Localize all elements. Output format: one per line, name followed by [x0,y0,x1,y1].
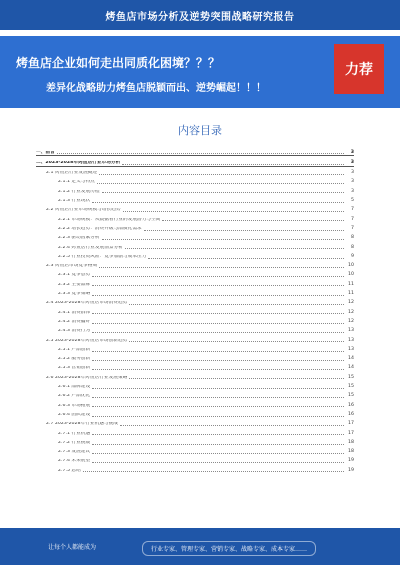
toc-entry-text: 2.5.1 产品创新 [58,347,91,352]
toc-entry-text: 2.7.4 未来展望 [58,459,91,464]
toc-entry-text: 2.4.3 消费行为 [58,329,91,334]
toc-entry [36,455,354,464]
toc-entry-text: 2.4.2 消费偏好 [58,319,91,324]
table-of-contents [36,146,354,518]
toc-entry-text: 2.2.3 驱动因素分析 [58,236,100,241]
toc-entry [36,176,354,185]
toc-entry-page: 12 [348,309,354,315]
toc-entry-text: 2.3.2 主要品牌 [58,282,91,287]
toc-entry-page: 16 [348,402,354,408]
toc-entry-page: 5 [351,198,354,204]
toc-entry [36,371,354,380]
toc-leader-dots [129,378,344,379]
toc-entry-page: 12 [348,300,354,306]
toc-entry-text: 2.6.2 产品优化 [58,394,91,399]
toc-leader-dots [92,369,344,370]
toc-entry-page: 7 [351,216,354,222]
toc-leader-dots [92,285,344,286]
footer-tagline: 让每个人都能成为 [48,544,97,551]
toc-entry-text: 二、2023-2028年烤鱼店行业市场分析 [36,160,121,165]
toc-entry-page: 17 [348,421,354,427]
toc-leader-dots [125,248,344,249]
toc-leader-dots [57,153,344,154]
toc-entry [36,380,354,389]
toc-entry [36,343,354,352]
toc-entry-page: 12 [348,318,354,324]
toc-leader-dots [120,425,344,426]
toc-leader-dots [83,471,344,472]
toc-leader-dots [144,230,344,231]
toc-entry-page: 3 [350,149,354,155]
toc-entry [36,297,354,306]
toc-entry-page: 15 [348,384,354,390]
toc-entry [36,156,354,166]
toc-entry [36,260,354,269]
toc-entry-text: 2.1.1 定义与特点 [58,180,95,185]
toc-leader-dots [162,220,344,221]
toc-leader-dots [92,323,344,324]
toc-entry-page: 13 [348,337,354,343]
banner-headline: 烤鱼店企业如何走出同质化困境？？？ [16,56,221,70]
toc-leader-dots [122,164,344,165]
toc-entry [36,185,354,194]
toc-entry-page: 8 [351,244,354,250]
toc-leader-dots [92,351,344,352]
toc-entry-text: 2.2.4 烤鱼店行业发展前景分析 [58,245,123,250]
toc-entry-text: 2.5.2 服务创新 [58,357,91,362]
toc-entry-page: 3 [351,170,354,176]
toc-leader-dots [148,258,344,259]
toc-leader-dots [92,444,344,445]
toc-entry [36,241,354,250]
toc-entry-text: 2.6.3 市场拓展 [58,403,91,408]
toc-entry-text: 2.7 2023-2028年行业机遇与挑战 [46,422,118,427]
toc-entry [36,287,354,296]
toc-entry-text: 一、前言 [36,150,55,155]
toc-entry [36,464,354,473]
toc-entry [36,427,354,436]
toc-entry-text: 2.3.1 竞争态势 [58,273,91,278]
toc-entry-text: 2.6.4 团队建设 [58,412,91,417]
toc-entry-page: 15 [348,374,354,380]
toc-entry [36,306,354,315]
toc-entry-page: 14 [348,356,354,362]
toc-leader-dots [92,276,344,277]
toc-entry-page: 7 [351,225,354,231]
toc-entry [36,232,354,241]
toc-leader-dots [92,313,344,314]
toc-entry [36,436,354,445]
toc-entry-page: 19 [348,467,354,473]
toc-entry [36,250,354,259]
toc-leader-dots [129,304,344,305]
toc-entry-page: 10 [348,263,354,269]
toc-entry-text: 2.2.5 行业投资风险：竞争加剧与成本压力 [58,254,147,259]
toc-entry-text: 2.2.1 市场规模：从数据看行业的发展潜力与空间 [58,217,161,222]
toc-leader-dots [92,406,344,407]
footer-roles: 行业专家、管理专家、营销专家、战略专家、成本专家…… [142,541,316,556]
toc-entry [36,362,354,371]
footer-bar [0,528,400,565]
toc-entry-page: 3 [351,179,354,185]
toc-entry [36,204,354,213]
toc-leader-dots [102,192,344,193]
toc-entry-page: 11 [348,281,354,287]
toc-leader-dots [92,416,344,417]
toc-entry [36,390,354,399]
toc-entry-page: 13 [348,346,354,352]
toc-entry-page: 11 [348,291,354,297]
toc-entry-text: 2.6 2023-2028年烤鱼店行业发展策略 [46,375,128,380]
toc-entry-page: 8 [351,235,354,241]
toc-leader-dots [92,397,344,398]
toc-entry-text: 2.7.1 行业机遇 [58,431,91,436]
toc-entry-text: 2.7.3 发展建议 [58,450,91,455]
toc-entry-text: 2.1 烤鱼店行业发展概述 [46,171,98,176]
toc-leader-dots [99,267,344,268]
toc-title: 内容目录 [178,124,222,137]
toc-entry [36,194,354,203]
toc-leader-dots [102,239,344,240]
toc-entry-page: 9 [351,253,354,259]
toc-leader-dots [123,211,344,212]
toc-entry-text: 2.2 烤鱼店行业市场规模与增长趋势 [46,208,121,213]
toc-entry-page: 7 [351,207,354,213]
toc-entry [36,315,354,324]
toc-entry-page: 18 [348,439,354,445]
toc-entry-text: 2.5 2023-2028年烤鱼店市场创新趋势 [46,338,128,343]
document-header [0,0,400,30]
toc-entry [36,418,354,427]
toc-entry-text: 2.1.3 行业现状 [58,199,91,204]
toc-entry-text: 2.7.2 行业挑战 [58,440,91,445]
toc-entry-text: 2.6.1 品牌建设 [58,385,91,390]
toc-entry-page: 3 [350,159,354,165]
toc-entry-page: 3 [351,188,354,194]
toc-leader-dots [92,453,344,454]
toc-leader-dots [92,332,344,333]
toc-entry [36,399,354,408]
toc-leader-dots [99,174,344,175]
toc-leader-dots [92,295,344,296]
toc-entry [36,269,354,278]
document-title: 烤鱼店市场分析及逆势突围战略研究报告 [105,11,295,23]
toc-entry-text: 2.3 烤鱼店市场竞争格局 [46,264,98,269]
toc-entry [36,167,354,176]
toc-entry-page: 15 [348,393,354,399]
toc-entry [36,278,354,287]
toc-entry-page: 16 [348,411,354,417]
toc-leader-dots [97,183,344,184]
toc-entry-page: 18 [348,449,354,455]
toc-entry-page: 17 [348,430,354,436]
toc-leader-dots [92,462,344,463]
toc-entry-page: 19 [348,458,354,464]
toc-leader-dots [92,434,344,435]
toc-entry [36,325,354,334]
toc-entry-text: 2.2.2 增长趋势：消费升级与品质化需求 [58,226,142,231]
toc-entry-text: 2.5.3 营销创新 [58,366,91,371]
toc-entry-text: 2.1.2 行业发展历程 [58,189,100,194]
toc-entry-text: 2.4 2023-2028年烤鱼店市场消费趋势 [46,301,128,306]
toc-entry-text: 2.3.3 竞争策略 [58,292,91,297]
toc-entry-text: 2.4.1 消费群体 [58,310,91,315]
toc-entry [36,353,354,362]
toc-entry [36,222,354,231]
toc-entry [36,446,354,455]
toc-leader-dots [92,388,344,389]
toc-entry [36,213,354,222]
toc-entry-text: 2.7.5 总结 [58,468,81,473]
toc-entry [36,146,354,156]
toc-leader-dots [92,360,344,361]
toc-entry-page: 14 [348,365,354,371]
toc-entry-page: 13 [348,328,354,334]
banner-subline: 差异化战略助力烤鱼店脱颖而出、逆势崛起！！！ [46,83,266,94]
toc-entry [36,334,354,343]
toc-entry [36,408,354,417]
recommend-badge: 力荐 [334,44,384,94]
toc-leader-dots [129,341,344,342]
toc-leader-dots [92,202,344,203]
toc-entry-page: 10 [348,272,354,278]
